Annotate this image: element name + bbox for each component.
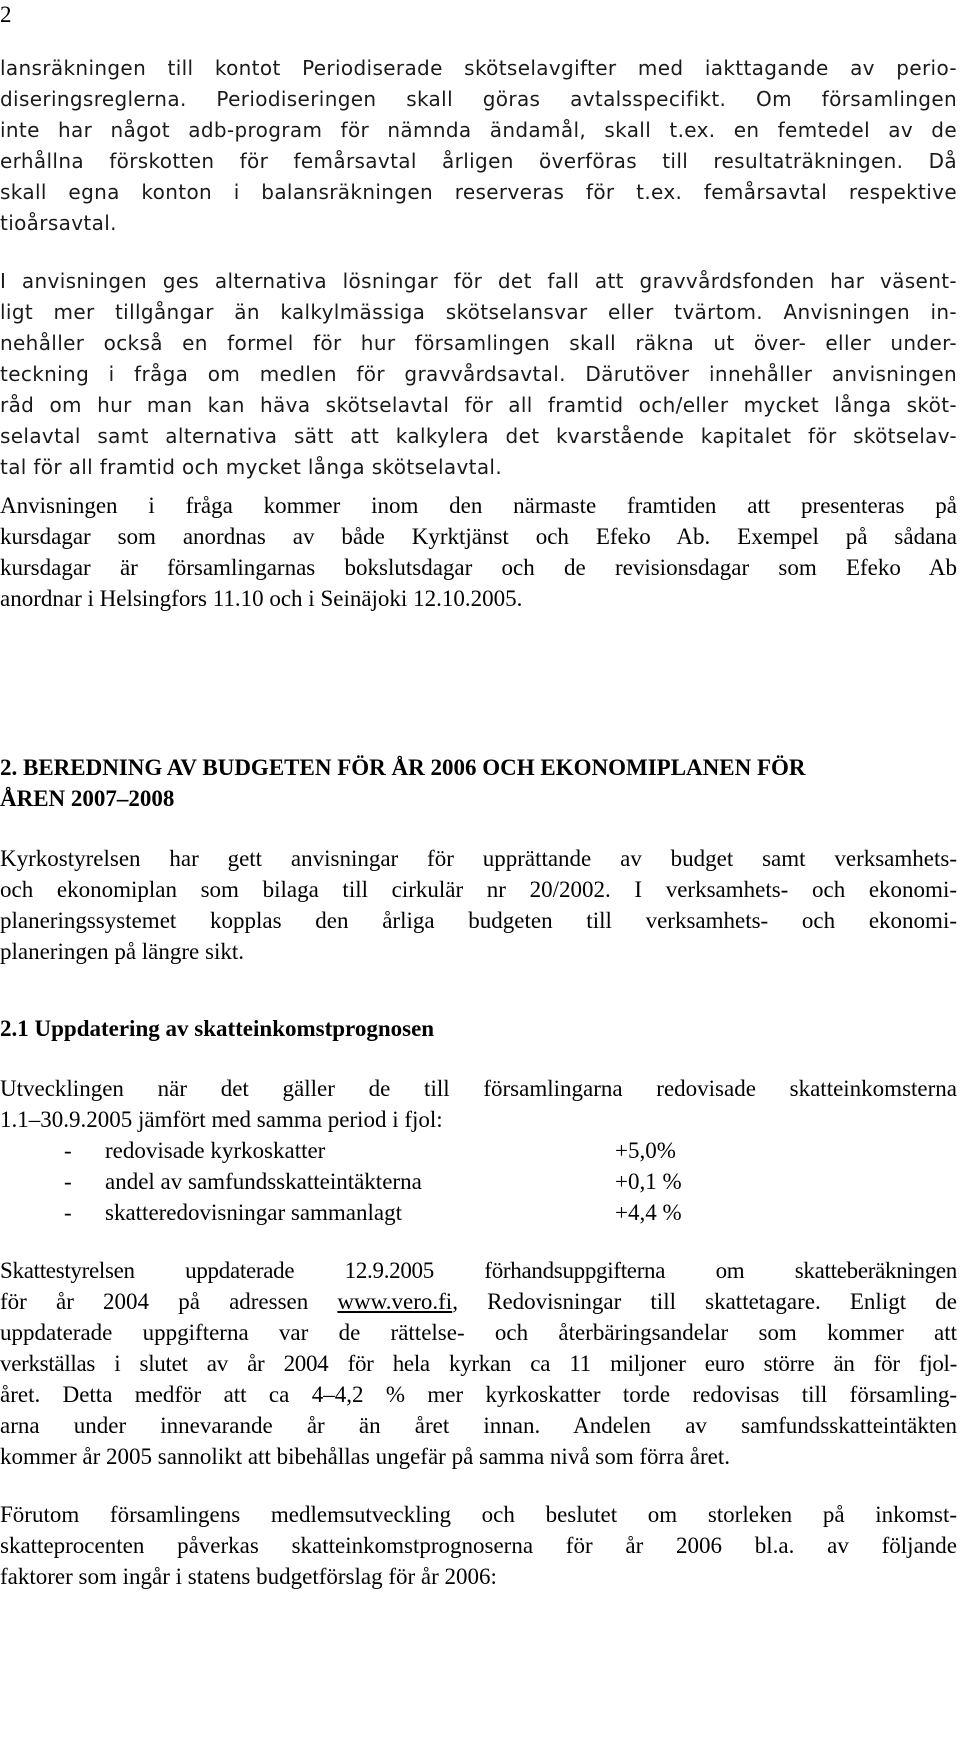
text-line: Förutom församlingens medlemsutveckling och beslutet om storleken på inkomst- <box>0 1502 957 1527</box>
text-segment: , Redovisningar till skattetagare. Enligt de <box>452 1289 957 1314</box>
text-line: planeringssystemet kopplas den årliga budgeten till verksamhets- och ekonomi- <box>0 908 957 933</box>
text-line: råd om hur man kan häva skötselavtal för all framtid och/eller mycket långa sköt- <box>0 393 957 417</box>
text-line: arna under innevarande år än året innan. Andelen av samfundsskatteintäkten <box>0 1413 957 1438</box>
list-dash: - <box>64 1169 72 1194</box>
text-line: anordnar i Helsingfors 11.10 och i Seinäjoki 12.10.2005. <box>0 586 523 611</box>
text-line: skall egna konton i balansräkningen reserveras för t.ex. femårsavtal respektive <box>0 180 957 204</box>
text-line: kommer år 2005 sannolikt att bibehållas ungefär på samma nivå som förra året. <box>0 1444 731 1469</box>
text-line <box>0 1286 957 1317</box>
text-line: Kyrkostyrelsen har gett anvisningar för upprättande av budget samt verksamhets- <box>0 846 957 871</box>
text-line: skatteprocenten påverkas skatteinkomstprognoserna för år 2006 bl.a. av följande <box>0 1533 957 1558</box>
section-2-heading-line1: 2. BEREDNING AV BUDGETEN FÖR ÅR 2006 OCH EKONOMIPLANEN FÖR <box>0 755 806 780</box>
text-line: Utvecklingen när det gäller de till församlingarna redovisade skatteinkomsterna <box>0 1076 957 1101</box>
list-item-value: +0,1 % <box>615 1169 682 1194</box>
list-item <box>0 1135 700 1166</box>
text-line: verkställas i slutet av år 2004 för hela kyrkan ca 11 miljoner euro större än för fjol- <box>0 1351 957 1376</box>
list-dash: - <box>64 1200 72 1225</box>
text-line: I anvisningen ges alternativa lösningar för det fall att gravvårdsfonden har väsent- <box>0 269 957 293</box>
text-line: kursdagar som anordnas av både Kyrktjänst och Efeko Ab. Exempel på sådana <box>0 524 957 549</box>
text-line: 1.1–30.9.2005 jämfört med samma period i fjol: <box>0 1107 443 1132</box>
text-line: tal för all framtid och mycket långa skötselavtal. <box>0 455 503 479</box>
text-line: Skattestyrelsen uppdaterade 12.9.2005 förhandsuppgifterna om skatteberäkningen <box>0 1258 957 1283</box>
text-line: året. Detta medför att ca 4–4,2 % mer kyrkoskatter torde redovisas till församling- <box>0 1382 957 1407</box>
text-line: selavtal samt alternativa sätt att kalkylera det kvarstående kapitalet för skötselav- <box>0 424 957 448</box>
text-line: tioårsavtal. <box>0 211 117 235</box>
list-item-value: +4,4 % <box>615 1200 682 1225</box>
text-segment: för år 2004 på adressen <box>0 1289 338 1314</box>
text-line: och ekonomiplan som bilaga till cirkulär nr 20/2002. I verksamhets- och ekonomi- <box>0 877 957 902</box>
page-number: 2 <box>0 2 12 27</box>
text-line: erhållna förskotten för femårsavtal årligen överföras till resultaträkningen. Då <box>0 149 957 173</box>
list-item-label: skatteredovisningar sammanlagt <box>105 1200 403 1225</box>
text-line: nehåller också en formel för hur församlingen skall räkna ut över- eller under- <box>0 331 957 355</box>
text-line: faktorer som ingår i statens budgetförslag för år 2006: <box>0 1564 497 1589</box>
text-line: Anvisningen i fråga kommer inom den närmaste framtiden att presenteras på <box>0 493 957 518</box>
list-dash: - <box>64 1138 72 1163</box>
text-line: uppdaterade uppgifterna var de rättelse- och återbäringsandelar som kommer att <box>0 1320 957 1345</box>
list-item-label: andel av samfundsskatteintäkterna <box>105 1169 422 1194</box>
text-line: kursdagar är församlingarnas bokslutsdagar och de revisionsdagar som Efeko Ab <box>0 555 957 580</box>
text-line: planeringen på längre sikt. <box>0 939 244 964</box>
text-line: inte har något adb-program för nämnda ändamål, skall t.ex. en femtedel av de <box>0 118 957 142</box>
list-item <box>0 1166 700 1197</box>
section-2-1-heading: 2.1 Uppdatering av skatteinkomstprognosen <box>0 1016 435 1041</box>
text-line: diseringsreglerna. Periodiseringen skall göras avtalsspecifikt. Om församlingen <box>0 87 957 111</box>
vero-link[interactable]: www.vero.fi <box>337 1289 453 1314</box>
text-line: ligt mer tillgångar än kalkylmässiga skötselansvar eller tvärtom. Anvisningen in- <box>0 300 957 324</box>
list-item-value: +5,0% <box>615 1138 676 1163</box>
list-item-label: redovisade kyrkoskatter <box>105 1138 326 1163</box>
list-item <box>0 1197 700 1228</box>
section-2-heading-line2: ÅREN 2007–2008 <box>0 786 175 811</box>
text-line: teckning i fråga om medlen för gravvårdsavtal. Därutöver innehåller anvisningen <box>0 362 957 386</box>
text-line: lansräkningen till kontot Periodiserade skötselavgifter med iakttagande av perio- <box>0 56 957 80</box>
